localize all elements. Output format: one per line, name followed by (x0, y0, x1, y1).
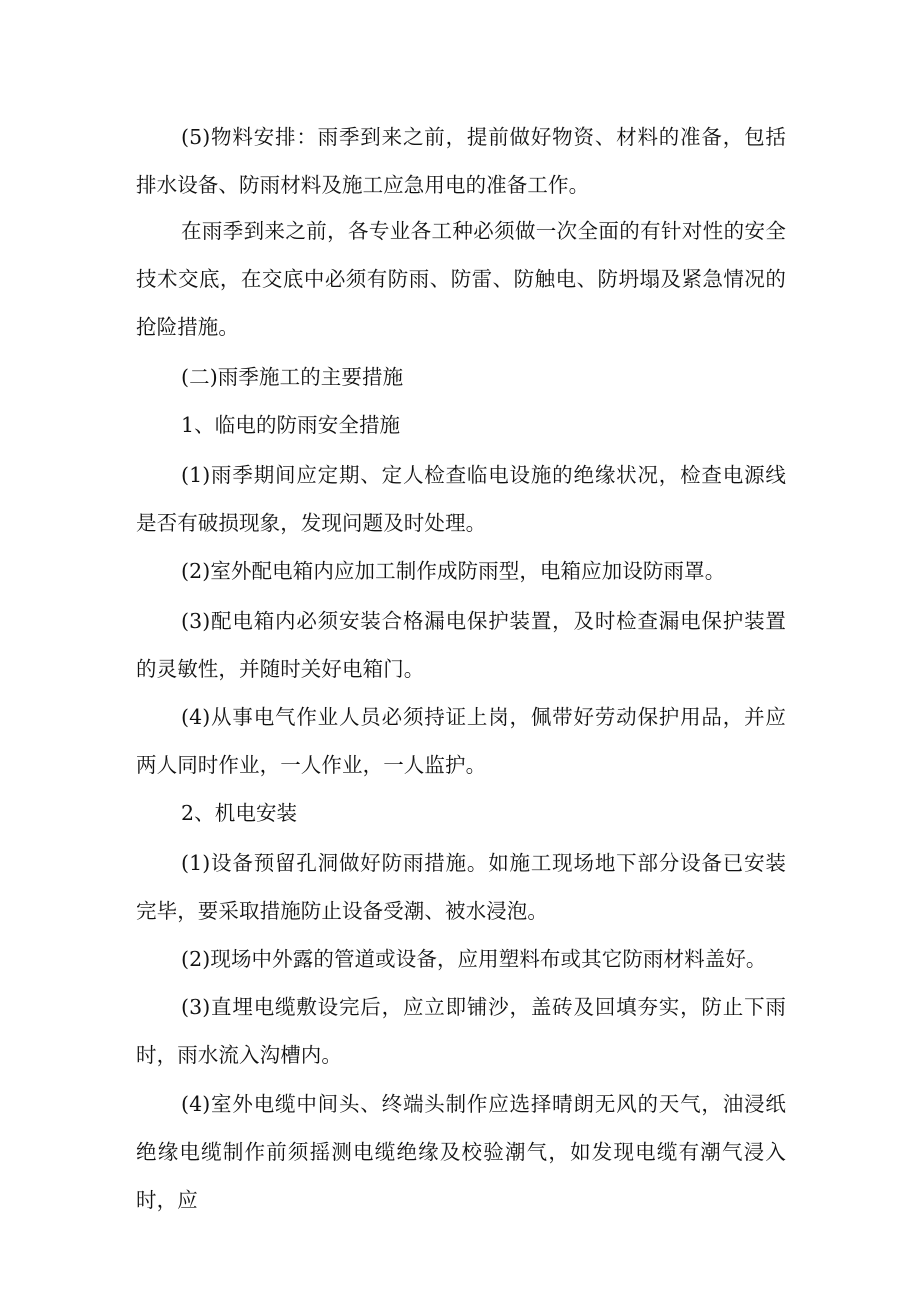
paragraph-outdoor-distribution-box: (2)室外配电箱内应加工制作成防雨型，电箱应加设防雨罩。 (181, 559, 726, 583)
subsection-heading-temporary-power: 1、临电的防雨安全措施 (181, 413, 401, 437)
paragraph-direct-buried-cable: (3)直埋电缆敷设完后，应立即铺沙，盖砖及回填夯实，防止下雨时，雨水流入沟槽内。 (136, 995, 786, 1067)
paragraph-insulation-check: (1)雨季期间应定期、定人检查临电设施的绝缘状况，检查电源线是否有破损现象，发现问题及时处理。 (136, 463, 786, 535)
paragraph-exposed-pipes: (2)现场中外露的管道或设备，应用塑料布或其它防雨材料盖好。 (181, 947, 767, 971)
paragraph-electrician-certification: (4)从事电气作业人员必须持证上岗，佩带好劳动保护用品，并应两人同时作业，一人作业，一人监护。 (136, 705, 786, 777)
paragraph-material-arrangement: (5)物料安排：雨季到来之前，提前做好物资、材料的准备，包括排水设备、防雨材料及施工应急用电的准备工作。 (136, 125, 786, 197)
paragraph-outdoor-cable-joint: (4)室外电缆中间头、终端头制作应选择晴朗无风的天气，油浸纸绝缘电缆制作前须摇测电缆绝缘及校验潮气，如发现电缆有潮气浸入时，应 (136, 1092, 786, 1212)
subsection-heading-mechanical-electrical: 2、机电安装 (181, 801, 298, 825)
paragraph-leakage-protection: (3)配电箱内必须安装合格漏电保护装置，及时检查漏电保护装置的灵敏性，并随时关好电箱门。 (136, 609, 786, 681)
section-heading-rainy-season-measures: (二)雨季施工的主要措施 (181, 365, 404, 389)
paragraph-safety-briefing: 在雨季到来之前，各专业各工种必须做一次全面的有针对性的安全技术交底，在交底中必须有防雨、防雷、防触电、防坍塌及紧急情况的抢险措施。 (136, 219, 786, 339)
paragraph-reserved-holes: (1)设备预留孔洞做好防雨措施。如施工现场地下部分设备已安装完毕，要采取措施防止设备受潮、被水浸泡。 (136, 851, 786, 923)
